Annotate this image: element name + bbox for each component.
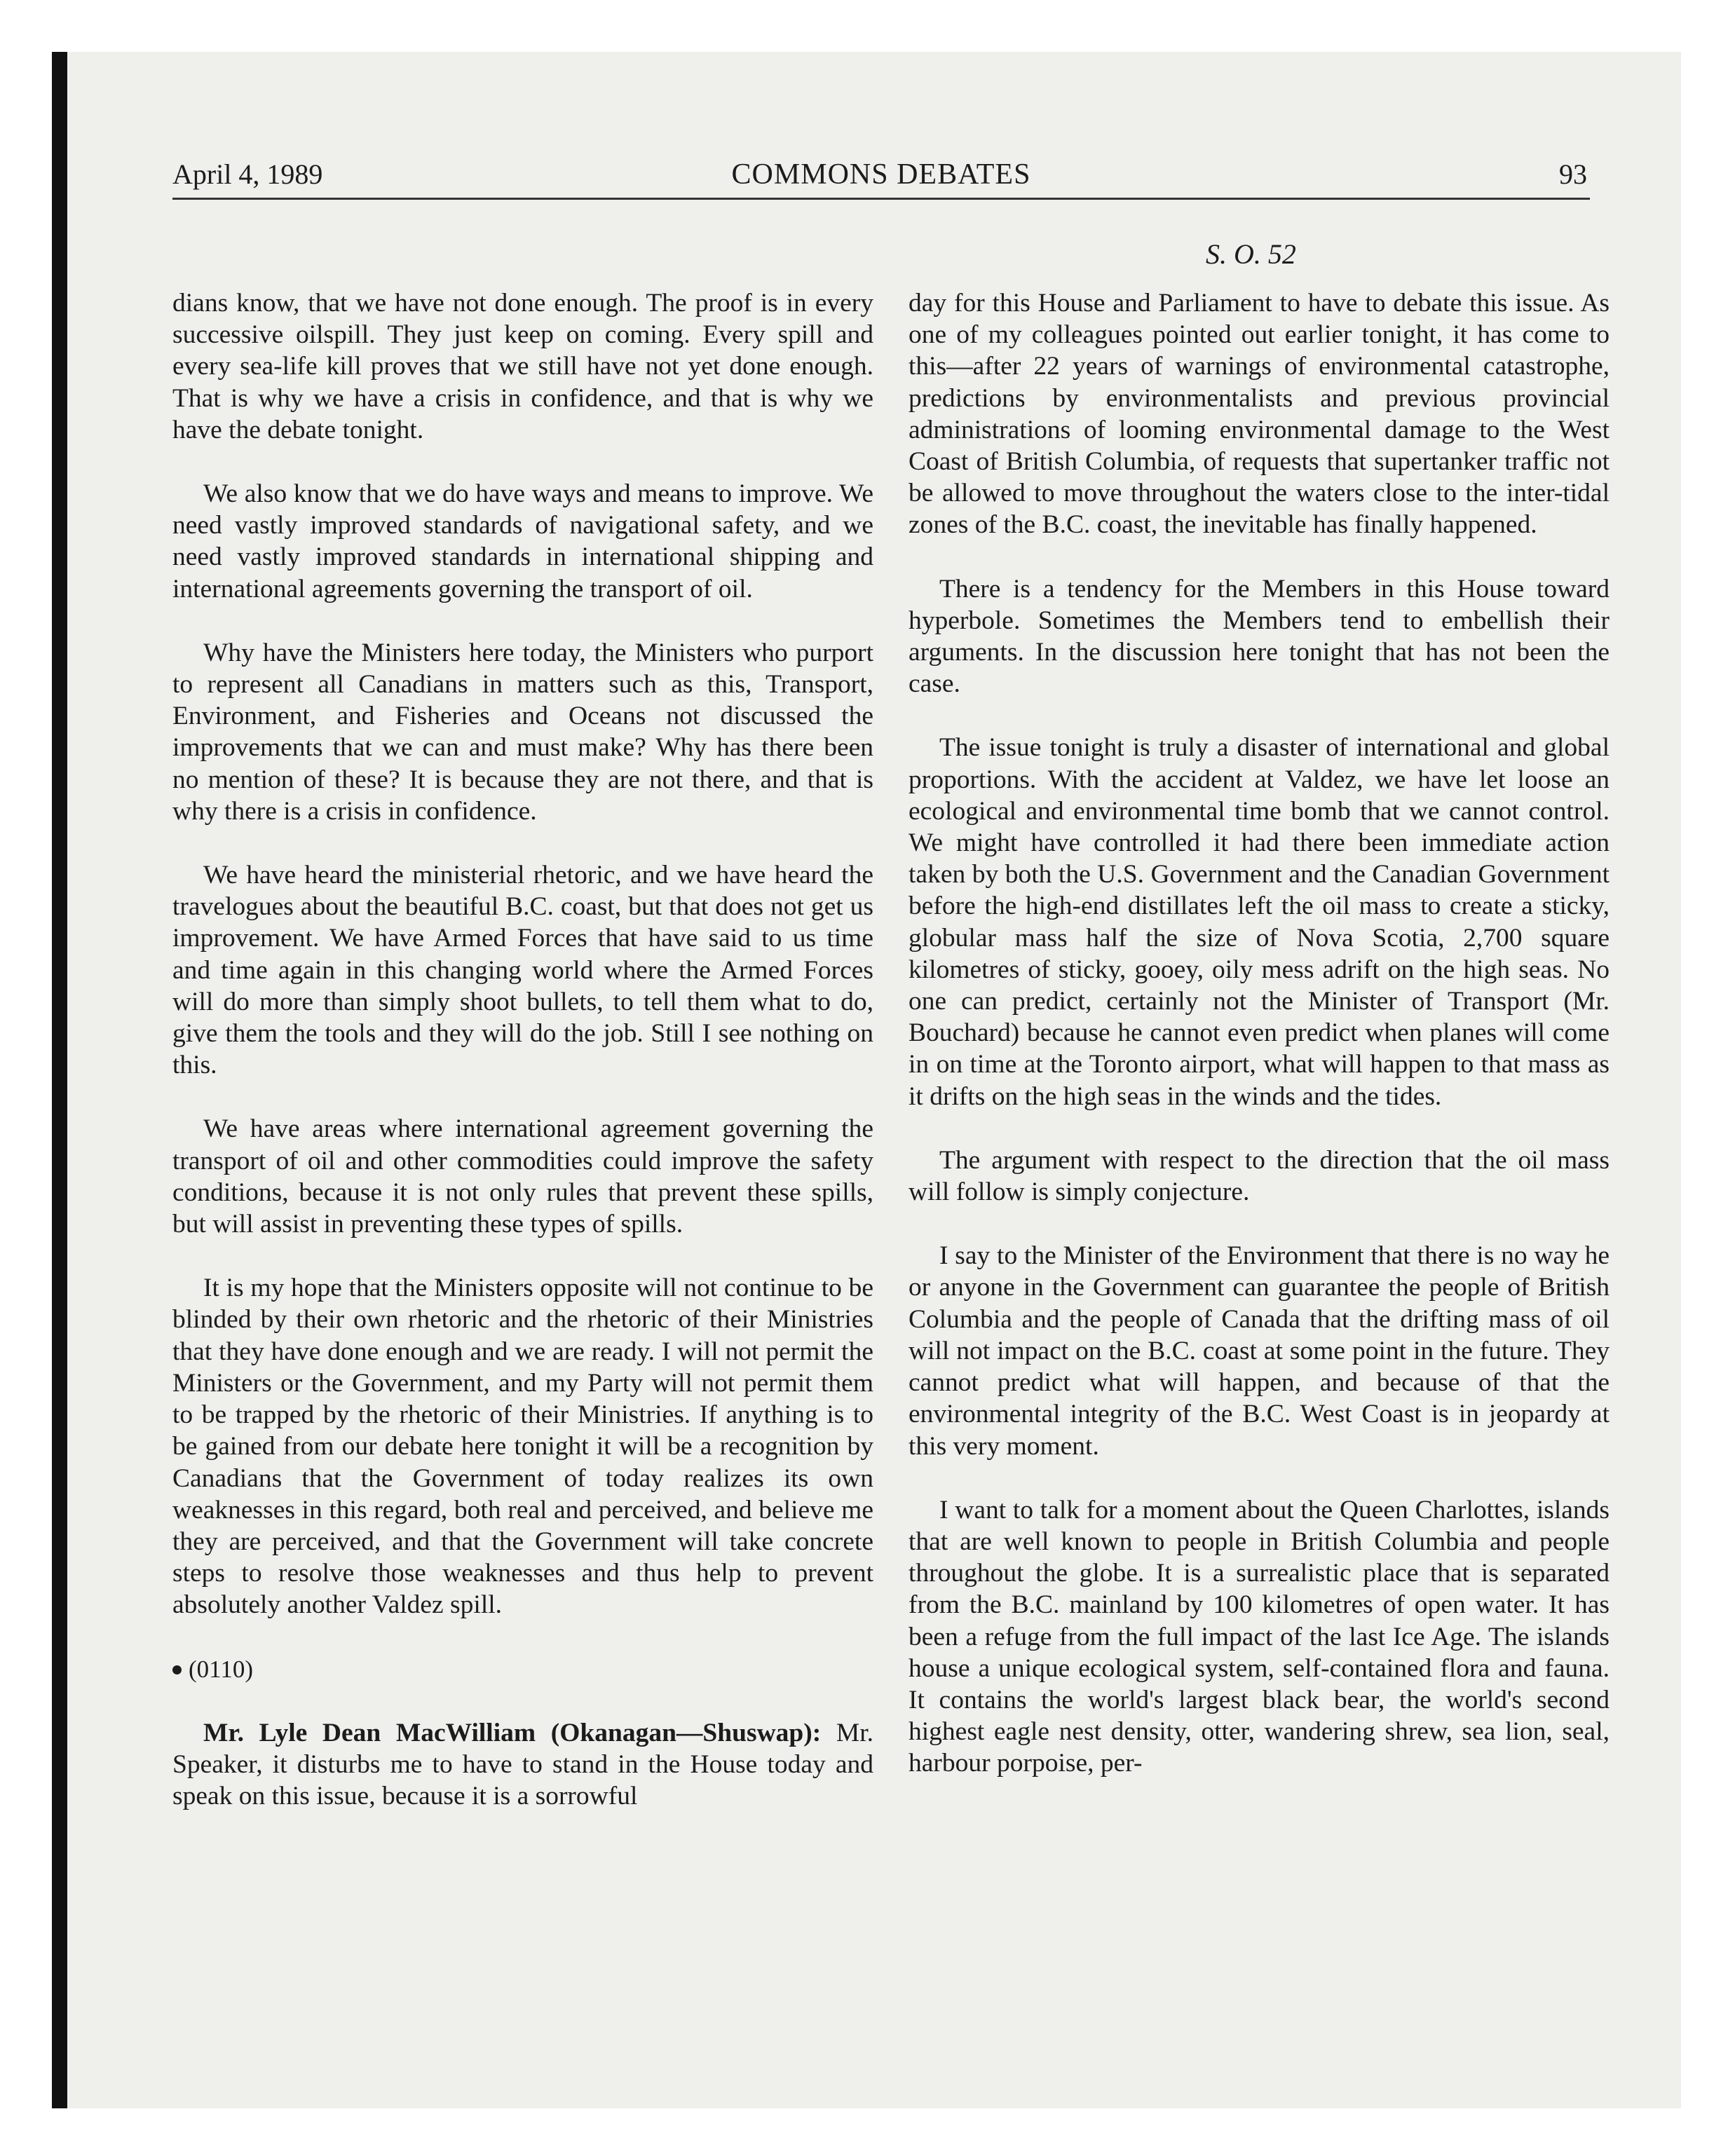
left-column <box>172 287 873 1844</box>
standing-order-label: S. O. 52 <box>1206 238 1296 270</box>
speaker-name: Mr. Lyle Dean MacWilliam (Okanagan—Shuswap): <box>203 1718 822 1747</box>
header-title: COMMONS DEBATES <box>731 158 1031 191</box>
paragraph: There is a tendency for the Members in this House toward hyperbole. Sometimes the Members tend to embellish their arguments. In the discussion here tonight that has not been the case. <box>909 574 1610 699</box>
paragraph: day for this House and Parliament to have to debate this issue. As one of my colleagues pointed out earlier tonight, it has come to this—after 22 years of warnings of environmental catastrophe, predictions by environmentalists and previous provincial administrations of looming environmental damage to the West Coast of British Columbia, of requests that supertanker traffic not be allowed to move throughout the waters close to the inter-tidal zones of the B.C. coast, the inevitable has finally happened. <box>909 289 1610 540</box>
header-date: April 4, 1989 <box>172 158 323 190</box>
bullet-icon <box>172 1665 182 1674</box>
time-marker-text: (0110) <box>189 1655 254 1683</box>
paragraph: It is my hope that the Ministers opposite will not continue to be blinded by their own rhetoric and the rhetoric of their Ministries that they have done enough and we are ready. I will not permit the Ministers or the Government, and my Party will not permit them to be trapped by the rhetoric of their Ministries. If anything is to be gained from our debate here tonight it will be a recognition by Canadians that the Government of today realizes its own weaknesses in this regard, both real and perceived, and believe me they are perceived, and that the Government will take concrete steps to resolve those weaknesses and thus help to prevent absolutely another Valdez spill. <box>172 1274 873 1620</box>
paragraph: We have areas where international agreement governing the transport of oil and other commodities could improve the safety conditions, because it is not only rules that prevent these spills, but will assist in preventing these types of spills. <box>172 1114 873 1239</box>
binding-edge <box>52 52 67 2108</box>
paragraph: We have heard the ministerial rhetoric, and we have heard the travelogues about the beautiful B.C. coast, but that does not get us improvement. We have Armed Forces that have said to us time and time again in this changing world where the Armed Forces will do more than simply shoot bullets, to tell them what to do, give them the tools and they will do the job. Still I see nothing on this. <box>172 861 873 1080</box>
paragraph: dians know, that we have not done enough. The proof is in every successive oilspill. They just keep on coming. Every spill and every sea-life kill proves that we still have not yet done enough. That is why we have a crisis in confidence, and that is why we have the debate tonight. <box>172 289 873 444</box>
paragraph: We also know that we do have ways and means to improve. We need vastly improved standards of navigational safety, and we need vastly improved standards in international shipping and international agreements governing the transport of oil. <box>172 479 873 603</box>
page-header <box>172 156 1590 200</box>
paragraph: I say to the Minister of the Environment that there is no way he or anyone in the Government can guarantee the people of British Columbia and the people of Canada that the drifting mass of oil will not impact on the B.C. coast at some point in the future. They cannot predict what will happen, and because of that the environmental integrity of the B.C. West Coast is in jeopardy at this very moment. <box>909 1241 1610 1461</box>
page-number: 93 <box>1559 158 1587 190</box>
time-marker <box>172 1653 873 1685</box>
paragraph: The issue tonight is truly a disaster of international and global proportions. With the accident at Valdez, we have let loose an ecological and environmental time bomb that we cannot control. We might have controlled it had there been immediate action taken by both the U.S. Government and the Canadian Government before the high-end distillates left the oil mass to create a sticky, globular mass half the size of Nova Scotia, 2,700 square kilometres of sticky, gooey, oily mess adrift on the high seas. No one can predict, certainly not the Minister of Transport (Mr. Bouchard) because he cannot even predict when planes will come in on time at the Toronto airport, what will happen to that mass as it drifts on the high seas in the winds and the tides. <box>909 733 1610 1111</box>
paragraph: The argument with respect to the direction that the oil mass will follow is simply conjecture. <box>909 1145 1610 1207</box>
speech-text: Mr. Speaker, it disturbs me to have to stand in the House today and speak on this issue, because it is a sorrowful <box>172 1718 873 1810</box>
paragraph: I want to talk for a moment about the Queen Charlottes, islands that are well known to people in British Columbia and people throughout the globe. It is a surrealistic place that is separated from the B.C. mainland by 100 kilometres of open water. It has been a refuge from the full impact of the last Ice Age. The islands house a unique ecological system, self-contained flora and fauna. It contains the world's largest black bear, the world's second highest eagle nest density, otter, wandering shrew, sea lion, seal, harbour porpoise, per- <box>909 1495 1610 1778</box>
right-column <box>909 287 1610 1812</box>
speaker-paragraph <box>172 1717 873 1813</box>
paragraph: Why have the Ministers here today, the Ministers who purport to represent all Canadians in matters such as this, Transport, Environment, and Fisheries and Oceans not discussed the improvements that we can and must make? Why has there been no mention of these? It is because they are not there, and that is why there is a crisis in confidence. <box>172 638 873 826</box>
